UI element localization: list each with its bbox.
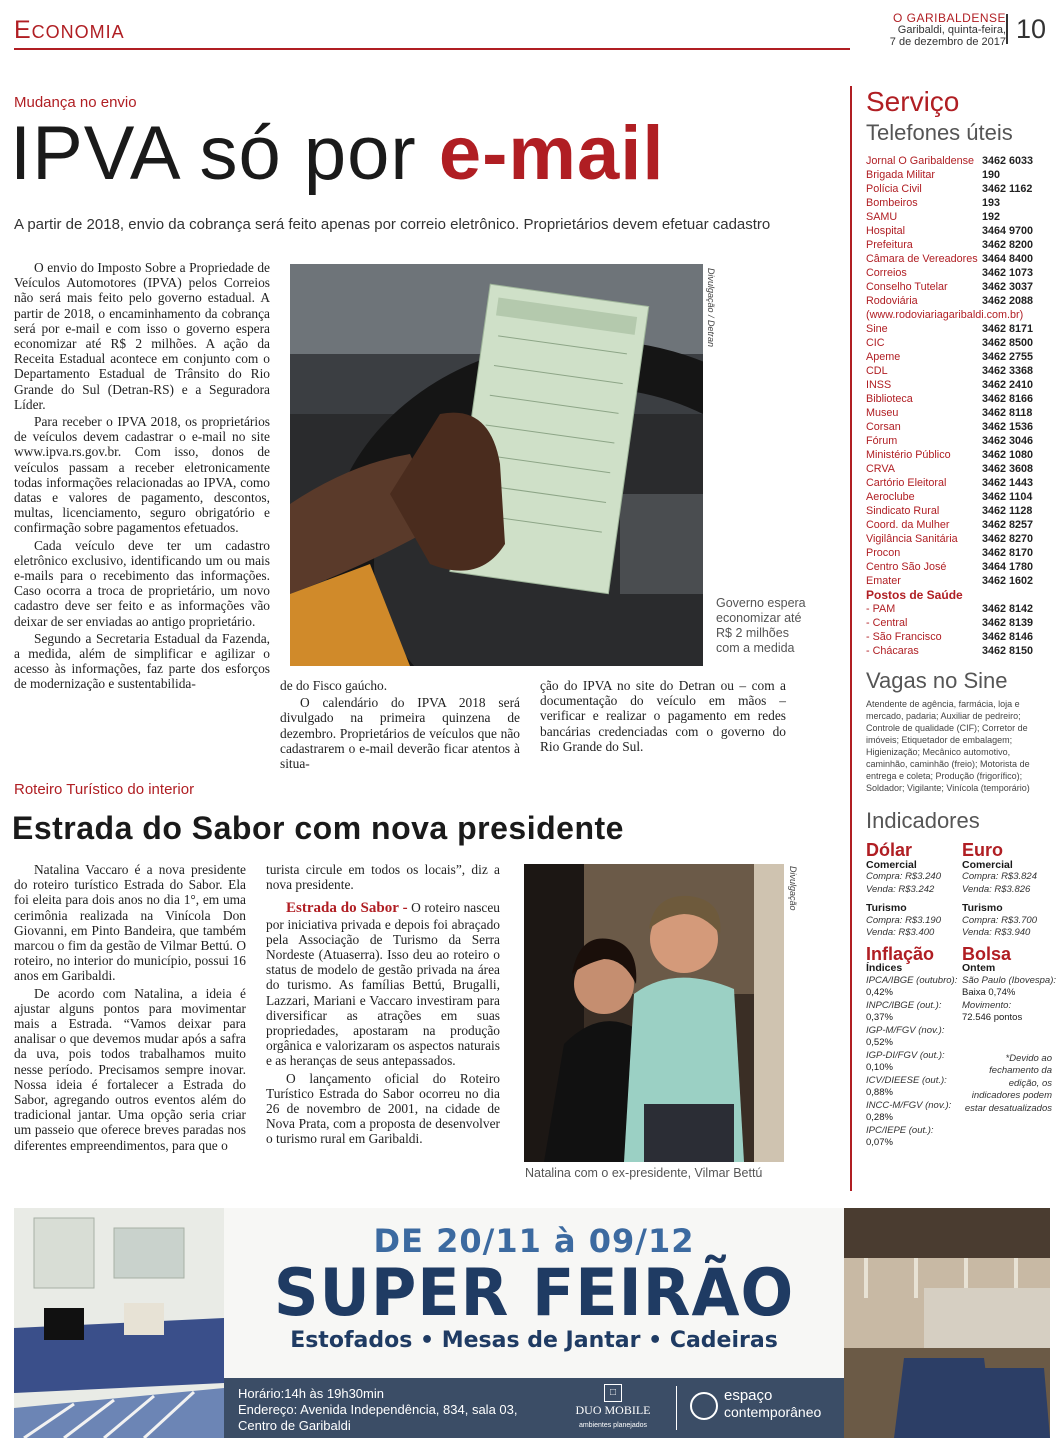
phone-number: 3462 1073 bbox=[982, 267, 1034, 279]
euro-tourism-label: Turismo bbox=[962, 902, 1003, 914]
phone-name: INSS bbox=[866, 379, 892, 391]
phone-number: 3462 1162 bbox=[982, 183, 1033, 195]
phone-row bbox=[866, 168, 1050, 182]
ad-hours: Horário:14h às 19h30min bbox=[238, 1386, 384, 1401]
phone-row bbox=[866, 224, 1050, 238]
phone-name: Câmara de Vereadores bbox=[866, 253, 978, 265]
couple-photo bbox=[524, 864, 784, 1162]
inflation-block bbox=[866, 943, 962, 1150]
inflation-value: 0,42% bbox=[866, 987, 893, 998]
phone-number: 3462 3046 bbox=[982, 435, 1034, 447]
phone-name: Ministério Público bbox=[866, 449, 951, 461]
phone-row bbox=[866, 504, 1050, 518]
phone-number: 3462 8142 bbox=[982, 603, 1034, 615]
phone-number: 3462 2410 bbox=[982, 379, 1034, 391]
phone-name: SAMU bbox=[866, 211, 898, 223]
euro-c-sell: Venda: R$3.826 bbox=[962, 883, 1031, 895]
bolsa-l1: São Paulo (Ibovespa): bbox=[962, 974, 1057, 986]
duo-mobile-tagline: ambientes planejados bbox=[578, 1422, 648, 1429]
steering-wheel-photo bbox=[290, 264, 703, 666]
espaco-logo-text bbox=[724, 1388, 821, 1420]
phone-row bbox=[866, 238, 1050, 252]
phone-row bbox=[866, 476, 1050, 490]
advertisement[interactable] bbox=[14, 1208, 1050, 1438]
phone-number: 3462 3368 bbox=[982, 365, 1034, 377]
dolar-c-sell: Venda: R$3.242 bbox=[866, 883, 935, 895]
inflation-heading: Inflação bbox=[866, 943, 935, 964]
phone-name: - Chácaras bbox=[866, 645, 919, 657]
paragraph: Segundo a Secretaria Estadual da Fazenda, a medida, além de simplificar e agilizar o acesso às informações, faz parte dos esforços de modernização e sustentabilida- bbox=[14, 630, 270, 692]
inflation-sub: Índices bbox=[866, 962, 903, 974]
dining-room-photo bbox=[844, 1208, 1050, 1438]
dolar-tourism-label: Turismo bbox=[866, 902, 907, 914]
phone-number: 3462 8500 bbox=[982, 337, 1034, 349]
phone-name: Prefeitura bbox=[866, 239, 913, 251]
phone-row bbox=[866, 210, 1050, 224]
paragraph bbox=[266, 900, 500, 1068]
phones-title: Telefones úteis bbox=[866, 120, 1013, 145]
duo-mobile-icon: □ bbox=[604, 1384, 622, 1402]
phone-row bbox=[866, 322, 1050, 336]
service-sidebar bbox=[850, 86, 1057, 1191]
dolar-t-sell: Venda: R$3.400 bbox=[866, 927, 935, 938]
phone-number: 190 bbox=[982, 169, 1001, 181]
phone-name: - PAM bbox=[866, 603, 896, 615]
phone-number: 192 bbox=[982, 211, 1001, 223]
dolar-c-buy: Compra: R$3.240 bbox=[866, 871, 941, 882]
phone-name: Sine bbox=[866, 323, 888, 335]
phone-row bbox=[866, 280, 1050, 294]
story1-deck: A partir de 2018, envio da cobrança será feito apenas por correio eletrônico. Proprietários devem efetuar cadastro bbox=[14, 216, 771, 233]
phone-name: Brigada Militar bbox=[866, 169, 936, 181]
story2-column-2 bbox=[266, 862, 500, 1149]
indicators-grid bbox=[852, 840, 1057, 1150]
phone-number: 3462 2088 bbox=[982, 295, 1034, 307]
story2-column-1 bbox=[14, 862, 246, 1155]
phone-number: 3464 1780 bbox=[982, 561, 1034, 573]
ad-divider bbox=[676, 1386, 677, 1430]
inflation-value: 0,88% bbox=[866, 1087, 893, 1098]
phone-row bbox=[866, 266, 1050, 280]
subhead: Estrada do Sabor - bbox=[286, 900, 408, 917]
photo-credit: Divulgação bbox=[788, 866, 798, 911]
paragraph: Natalina Vaccaro é a nova presidente do roteiro turístico Estrada do Sabor. Ela foi eleita para dois anos no dia 1°, em uma cerimônia realizada na Vinícola Don Giovanni, em Pinto Bandeira, que também marcou o fim da gestão de Vilmar Bettú. O roteiro, no interior do município, possui 16 anos em Garibaldi. bbox=[14, 862, 246, 984]
phones-list bbox=[852, 154, 1050, 658]
phone-number: 3462 8146 bbox=[982, 631, 1034, 643]
phone-row bbox=[866, 196, 1050, 210]
espaco-word-1: espaço bbox=[724, 1387, 773, 1404]
phone-number: 3462 8150 bbox=[982, 645, 1034, 657]
phone-number: 3462 2755 bbox=[982, 351, 1034, 363]
inflation-value: 0,28% bbox=[866, 1112, 893, 1123]
espaco-word-2: contemporâneo bbox=[724, 1404, 822, 1420]
bolsa-block bbox=[962, 943, 1058, 1150]
phone-name: Conselho Tutelar bbox=[866, 281, 948, 293]
duo-mobile-name: DUO MOBILE bbox=[575, 1403, 651, 1417]
ad-info-bar bbox=[224, 1378, 844, 1438]
phone-row bbox=[866, 308, 1050, 322]
bolsa-sub: Ontem bbox=[962, 962, 996, 974]
phone-row bbox=[866, 616, 1050, 630]
bolsa-l3: Movimento: bbox=[962, 999, 1012, 1011]
sine-text: Atendente de agência, farmácia, loja e mercado, padaria; Auxiliar de pedreiro; Controle de qualidade (CIF); Corretor de imóveis; Etiquetador de embalagem; Higienização; Mecânico automotivo, caminhão, caminhão (freio); Motorista de entrega e coleta; Produção (frigorífico); Soldador; Vigilante; Vinícola (temporário) bbox=[866, 699, 1030, 793]
inflation-value: 0,37% bbox=[866, 1012, 893, 1023]
phone-row bbox=[866, 546, 1050, 560]
inflation-item: INCC-M/FGV (nov.): bbox=[866, 1099, 952, 1111]
euro-commercial-label: Comercial bbox=[962, 858, 1013, 871]
phone-number: 3462 8257 bbox=[982, 519, 1034, 531]
story1-column-2 bbox=[280, 678, 520, 773]
phone-row bbox=[866, 574, 1050, 588]
phone-name: Emater bbox=[866, 575, 901, 587]
phone-name: Centro São José bbox=[866, 561, 947, 573]
euro-t-sell: Venda: R$3.940 bbox=[962, 927, 1031, 938]
ad-dates: DE 20/11 à 09/12 bbox=[373, 1222, 695, 1260]
phone-name: - São Francisco bbox=[866, 631, 942, 643]
phone-row bbox=[866, 448, 1050, 462]
phone-name: Biblioteca bbox=[866, 393, 913, 405]
phone-number: 3462 8170 bbox=[982, 547, 1034, 559]
phone-name: - Central bbox=[866, 617, 908, 629]
dolar-block bbox=[866, 840, 962, 940]
inflation-value: 0,10% bbox=[866, 1062, 893, 1073]
story1-kicker: Mudança no envio bbox=[14, 94, 137, 111]
phone-row bbox=[866, 420, 1050, 434]
phone-name: Procon bbox=[866, 547, 901, 559]
bolsa-heading: Bolsa bbox=[962, 943, 1012, 964]
paragraph: de do Fisco gaúcho. bbox=[280, 678, 388, 693]
phone-number: 193 bbox=[982, 197, 1001, 209]
ad-address-1: Endereço: Avenida Independência, 834, sala 03, bbox=[238, 1402, 518, 1417]
paragraph: ção do IPVA no site do Detran ou – com a documentação do veículo em mãos – verificar e realizar o pagamento em redes bancárias credenciadas com o governo do Rio Grande do Sul. bbox=[540, 678, 786, 754]
inflation-item: IPC/IEPE (out.): bbox=[866, 1124, 934, 1136]
section-rule bbox=[14, 48, 850, 50]
photo-credit: Divulgação / Detran bbox=[706, 268, 716, 348]
ad-center-panel bbox=[224, 1208, 844, 1438]
phone-number: 3462 1602 bbox=[982, 575, 1034, 587]
phone-row bbox=[866, 336, 1050, 350]
phone-row bbox=[866, 630, 1050, 644]
phone-number: 3462 1536 bbox=[982, 421, 1034, 433]
bolsa-l4: 72.546 pontos bbox=[962, 1012, 1023, 1023]
phone-row bbox=[866, 154, 1050, 168]
living-room-photo bbox=[14, 1208, 224, 1438]
phone-row bbox=[866, 378, 1050, 392]
photo-illustration bbox=[524, 864, 784, 1162]
phone-number: 3462 8270 bbox=[982, 533, 1034, 545]
phone-row bbox=[866, 532, 1050, 546]
ad-address-block bbox=[238, 1386, 517, 1434]
phone-number: 3464 9700 bbox=[982, 225, 1034, 237]
story1-column-1 bbox=[14, 260, 270, 694]
phone-row bbox=[866, 350, 1050, 364]
phone-number: 3462 8171 bbox=[982, 323, 1034, 335]
phone-name: CDL bbox=[866, 365, 888, 377]
headline-part-a: IPVA só por bbox=[10, 111, 439, 196]
indicators-note: *Devido ao fechamento da edição, os indicadores podem estar desatualizados bbox=[964, 1052, 1052, 1114]
phone-name: Jornal O Garibaldense bbox=[866, 155, 975, 167]
phone-number: 3462 1080 bbox=[982, 449, 1034, 461]
ad-products: Estofados • Mesas de Jantar • Cadeiras bbox=[290, 1328, 778, 1353]
phone-name: Museu bbox=[866, 407, 899, 419]
indicators-title: Indicadores bbox=[866, 808, 980, 833]
espaco-logo-icon bbox=[690, 1392, 718, 1420]
euro-c-buy: Compra: R$3.824 bbox=[962, 871, 1037, 882]
paragraph-text: O roteiro nasceu por iniciativa privada e depois foi abraçado pela Associação de Turismo da Serra Nordeste (Atuaserra). Isso deu ao roteiro o status de modelo de gestão privada na área do turismo. As famílias Bettú, Brugalli, Lazzari, Mariani e Vaccaro investiram para diversificar as atrações em suas propriedades, apostaram na produção orgânica e valorizaram os aspectos naturais e as heranças de seus antepassados. bbox=[266, 900, 500, 1069]
phone-number: 3462 6033 bbox=[982, 155, 1034, 167]
inflation-item: ICV/DIEESE (out.): bbox=[866, 1074, 947, 1086]
phone-row bbox=[866, 602, 1050, 616]
story2-headline: Estrada do Sabor com nova presidente bbox=[12, 810, 624, 846]
sidebar-title: Serviço bbox=[866, 86, 960, 117]
dateline-1: Garibaldi, quinta-feira, bbox=[897, 24, 1006, 36]
phone-name: Corsan bbox=[866, 421, 901, 433]
headline-part-b: e-mail bbox=[438, 111, 665, 196]
euro-heading: Euro bbox=[962, 840, 1004, 860]
photo-caption: Natalina com o ex-presidente, Vilmar Bettú bbox=[525, 1166, 763, 1180]
dateline-2: 7 de dezembro de 2017 bbox=[889, 36, 1006, 48]
phone-name: Vigilância Sanitária bbox=[866, 533, 958, 545]
paper-name: O GARIBALDENSE bbox=[892, 11, 1006, 25]
phone-name: Cartório Eleitoral bbox=[866, 477, 947, 489]
phone-name: Apeme bbox=[866, 351, 901, 363]
masthead bbox=[890, 12, 1006, 48]
phone-number: 3462 3037 bbox=[982, 281, 1034, 293]
phone-row bbox=[866, 182, 1050, 196]
story1-headline bbox=[10, 112, 664, 196]
phone-number: 3462 1104 bbox=[982, 491, 1033, 503]
sine-title: Vagas no Sine bbox=[866, 668, 1008, 693]
phone-name: Coord. da Mulher bbox=[866, 519, 950, 531]
euro-block bbox=[962, 840, 1058, 940]
story2-kicker: Roteiro Turístico do interior bbox=[14, 781, 195, 798]
paragraph: O lançamento oficial do Roteiro Turístico Estrada do Sabor ocorreu no dia 26 de novembro de 2001, na cidade de Nova Prata, com a proposta de desenvolver o turismo rural em Garibaldi. bbox=[266, 1070, 500, 1147]
dolar-heading: Dólar bbox=[866, 840, 913, 860]
inflation-item: IGP-DI/FGV (out.): bbox=[866, 1049, 945, 1061]
phone-name: Correios bbox=[866, 267, 907, 279]
phone-name: CIC bbox=[866, 337, 885, 349]
phone-name: (www.rodoviariagaribaldi.com.br) bbox=[866, 309, 1024, 321]
ad-address-2: Centro de Garibaldi bbox=[238, 1418, 351, 1433]
dolar-t-buy: Compra: R$3.190 bbox=[866, 914, 941, 926]
phone-number: 3462 8139 bbox=[982, 617, 1034, 629]
phone-row bbox=[866, 462, 1050, 476]
phone-name: Bombeiros bbox=[866, 197, 918, 209]
phone-row bbox=[866, 364, 1050, 378]
paragraph: Cada veículo deve ter um cadastro eletrônico exclusivo, identificando um ou mais e-mails para o recebimento das informações. Caso ocorra a troca de proprietário, um novo cadastro deve ser feito e as informações vão deixar de ser enviadas ao antigo proprietário. bbox=[14, 537, 270, 629]
phone-row bbox=[866, 392, 1050, 406]
bolsa-l2: Baixa 0,74% bbox=[962, 987, 1016, 998]
phone-number: 3462 8118 bbox=[982, 407, 1033, 419]
phone-row bbox=[866, 252, 1050, 266]
phone-number: 3462 1443 bbox=[982, 477, 1034, 489]
phone-number: 3462 1128 bbox=[982, 505, 1033, 517]
phone-name: Fórum bbox=[866, 435, 898, 447]
story1-column-3 bbox=[540, 678, 786, 756]
phone-row bbox=[866, 294, 1050, 308]
duo-mobile-logo bbox=[568, 1384, 658, 1434]
paragraph: turista circule em todos os locais”, diz a nova presidente. bbox=[266, 862, 500, 893]
phone-number bbox=[1023, 308, 1040, 322]
inflation-item: IGP-M/FGV (nov.): bbox=[866, 1024, 945, 1036]
phone-number: 3462 3608 bbox=[982, 463, 1034, 475]
page-number: 10 bbox=[1006, 14, 1046, 44]
photo-illustration bbox=[290, 264, 703, 666]
phone-number: 3462 8166 bbox=[982, 393, 1034, 405]
health-title: Postos de Saúde bbox=[866, 588, 963, 602]
inflation-item: INPC/IBGE (out.): bbox=[866, 999, 942, 1011]
inflation-value: 0,52% bbox=[866, 1037, 893, 1048]
dolar-commercial-label: Comercial bbox=[866, 858, 917, 871]
photo-caption: Governo espera economizar até R$ 2 milhões com a medida bbox=[716, 596, 806, 655]
paragraph: O envio do Imposto Sobre a Propriedade de Veículos Automotores (IPVA) pelos Correios não será mais feito pelo governo estadual. A partir de 2018, o encaminhamento da cobrança será por e-mail e com isso o governo espera economizar até R$ 2 milhões. A ação da Receita Estadual acontece em conjunto com o Departamento Estadual de Trânsito do Rio Grande do Sul (Detran-RS) e a Seguradora Líder. bbox=[14, 260, 270, 412]
paragraph: Para receber o IPVA 2018, os proprietários de veículos devem cadastrar o e-mail no site www.ipva.rs.gov.br. Com isso, donos de veículos passam a receber eletronicamente todas informações relacionadas ao IPVA, como datas e valores de pagamento, descontos, multas, licenciamento, seguro obrigatório e confirmação sobre pagamentos efetuados. bbox=[14, 414, 270, 536]
paragraph: O calendário do IPVA 2018 será divulgado na primeira quinzena de dezembro. Proprietários de veículos que não cadastrarem o e-mail deverão ficar atentos à situa- bbox=[280, 695, 520, 772]
section-title: Economia bbox=[14, 16, 125, 44]
phone-row bbox=[866, 560, 1050, 574]
phone-name: Sindicato Rural bbox=[866, 505, 940, 517]
phone-name: CRVA bbox=[866, 463, 896, 475]
phone-row bbox=[866, 644, 1050, 658]
phone-row bbox=[866, 406, 1050, 420]
phone-row bbox=[866, 490, 1050, 504]
phone-number: 3464 8400 bbox=[982, 253, 1034, 265]
phone-name: Polícia Civil bbox=[866, 183, 922, 195]
euro-t-buy: Compra: R$3.700 bbox=[962, 914, 1037, 926]
phone-row bbox=[866, 434, 1050, 448]
ad-title: SUPER FEIRÃO bbox=[273, 1254, 795, 1331]
phone-name: Hospital bbox=[866, 225, 906, 237]
inflation-value: 0,07% bbox=[866, 1137, 893, 1148]
phone-name: Aeroclube bbox=[866, 491, 915, 503]
phone-row bbox=[866, 518, 1050, 532]
paragraph: De acordo com Natalina, a ideia é ajustar alguns pontos para movimentar mais a Estrada. “Vamos deixar para analisar o que devemos mudar após a safra da uva, pois todos trabalhamos muito nesse período. Precisamos sempre inovar. Nossa ideia é fortalecer a Estrada do Sabor, agregando outros eventos além do tradicional jantar. Uma opção seria criar um passeio que oferece breves paradas nos diferentes empreendimentos, para que o bbox=[14, 985, 246, 1153]
phone-name: Rodoviária bbox=[866, 295, 918, 307]
inflation-item: IPCA/IBGE (outubro): bbox=[866, 974, 958, 986]
phone-number: 3462 8200 bbox=[982, 239, 1034, 251]
